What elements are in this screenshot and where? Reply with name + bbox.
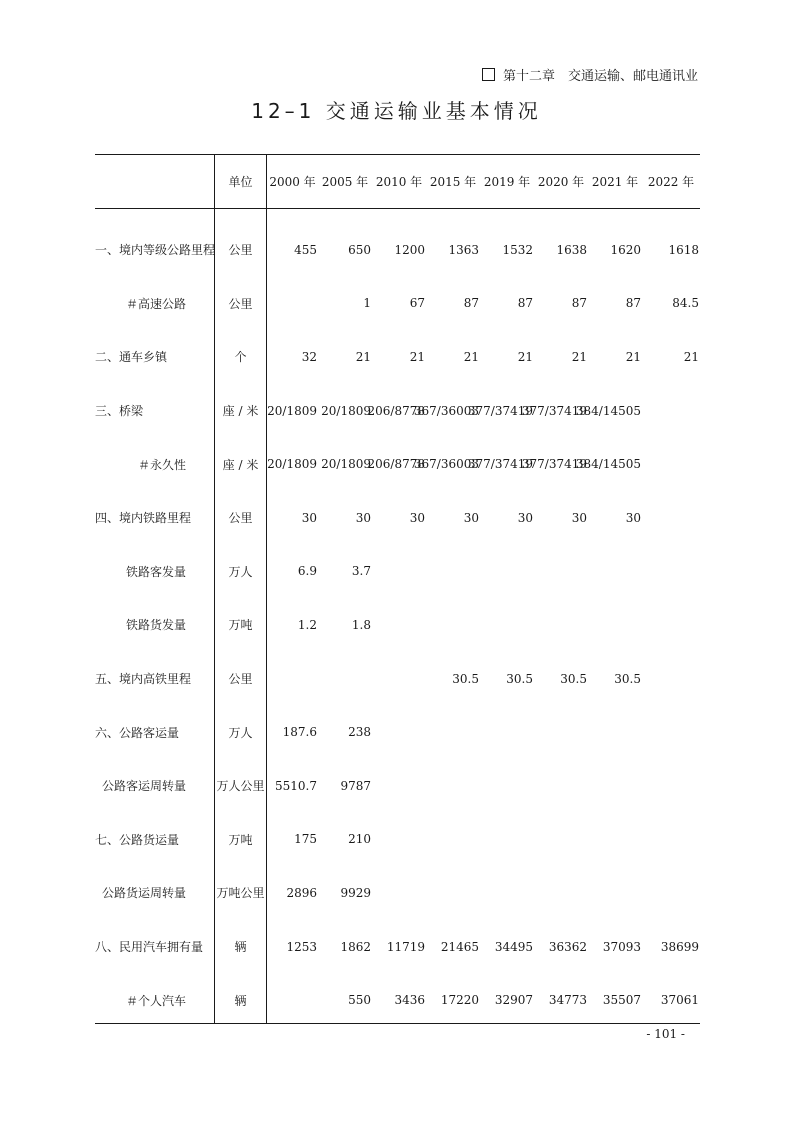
header-unit: 单位 [228, 174, 253, 189]
table-cell: 30 [301, 510, 317, 525]
table-cell: 455 [294, 242, 317, 257]
table-cell: 30.5 [506, 671, 533, 686]
row-label: 铁路货发量 [125, 618, 186, 633]
row-unit: 公里 [228, 672, 253, 687]
table-cell: 650 [348, 242, 371, 257]
table-cell: 30.5 [560, 671, 587, 686]
header-year: 2015 年 [429, 174, 477, 189]
header-year: 2020 年 [537, 174, 585, 189]
table-cell [642, 705, 700, 759]
table-cell: 367/36003 [413, 457, 479, 472]
table-cell [534, 813, 588, 867]
row-label: 铁路客发量 [125, 564, 186, 579]
row-unit: 万吨公里 [216, 886, 265, 901]
table-cell: 37061 [660, 993, 699, 1008]
table-cell: 3.7 [351, 564, 371, 579]
table-cell: 206/8778 [367, 457, 425, 472]
table-cell: 30 [571, 510, 587, 525]
table-cell: 30 [409, 510, 425, 525]
header-year: 2000 年 [269, 174, 316, 189]
table-cell [480, 813, 534, 867]
table-cell [267, 652, 318, 706]
row-unit: 万人 [228, 725, 253, 740]
row-unit: 公里 [228, 511, 253, 526]
table-cell: 30 [463, 510, 479, 525]
table-cell [534, 705, 588, 759]
table-cell: 377/37419 [521, 457, 587, 472]
table-cell: 37093 [602, 939, 641, 954]
row-unit: 公里 [228, 296, 253, 311]
table-cell: 9787 [340, 778, 371, 793]
table-cell: 1862 [340, 939, 371, 954]
row-unit: 辆 [234, 940, 247, 955]
row-unit: 座 / 米 [222, 457, 259, 472]
table-cell [372, 866, 426, 920]
table-cell [534, 866, 588, 920]
table-cell: 238 [348, 725, 371, 740]
table-cell: 21 [463, 349, 479, 364]
table-cell: 20/1809 [267, 403, 317, 418]
table-cell: 384/14505 [575, 403, 641, 418]
table-cell: 1620 [610, 242, 641, 257]
table-cell [588, 813, 642, 867]
table-cell: 1532 [502, 242, 533, 257]
table-cell: 377/37419 [521, 403, 587, 418]
table-cell: 3436 [394, 993, 425, 1008]
table-cell: 30 [625, 510, 641, 525]
data-table [95, 154, 700, 1027]
table-cell [318, 652, 372, 706]
table-cell [372, 813, 426, 867]
table-cell [642, 545, 700, 599]
table-cell [588, 759, 642, 813]
table-cell: 38699 [660, 939, 699, 954]
row-label: 五、境内高铁里程 [95, 672, 192, 687]
table-cell [534, 759, 588, 813]
row-unit: 个 [234, 350, 247, 365]
row-unit: 万人公里 [216, 779, 265, 794]
table-cell [642, 866, 700, 920]
table-cell [480, 598, 534, 652]
table-cell [588, 545, 642, 599]
header-year: 2010 年 [375, 174, 423, 189]
table-cell [480, 866, 534, 920]
table-cell [426, 866, 480, 920]
table-spacer [318, 208, 372, 223]
row-label: 公路货运周转量 [101, 886, 186, 901]
page-number: - 101 - [646, 1027, 685, 1041]
table-cell: 21 [625, 349, 641, 364]
header-year: 2019 年 [483, 174, 531, 189]
row-label: 三、桥梁 [95, 404, 144, 419]
table-cell [642, 813, 700, 867]
table-cell: 87 [463, 296, 479, 311]
square-icon [482, 68, 495, 81]
table-cell: 21 [355, 349, 371, 364]
table-cell: 1.2 [297, 617, 317, 632]
row-unit: 万吨 [228, 618, 253, 633]
table-spacer [588, 208, 642, 223]
table-cell [267, 277, 318, 331]
row-unit: 座 / 米 [222, 404, 259, 419]
table-cell: 20/1809 [321, 457, 371, 472]
table-cell [372, 598, 426, 652]
table-cell: 206/8778 [367, 403, 425, 418]
table-cell: 17220 [440, 993, 479, 1008]
table-cell [642, 759, 700, 813]
table-cell [372, 705, 426, 759]
table-cell [642, 384, 700, 438]
row-label: 六、公路客运量 [95, 725, 180, 740]
table-cell [480, 759, 534, 813]
table-cell: 30 [517, 510, 533, 525]
table-cell: 87 [625, 296, 641, 311]
table-cell: 21465 [440, 939, 479, 954]
table-cell: 21 [517, 349, 533, 364]
table-cell: 11719 [386, 939, 425, 954]
table-spacer [372, 208, 426, 223]
table-cell: 32907 [494, 993, 533, 1008]
table-cell: 210 [348, 832, 371, 847]
table-cell [426, 813, 480, 867]
table-cell [372, 652, 426, 706]
row-unit: 辆 [234, 993, 247, 1008]
chapter-label: 第十二章 交通运输、邮电通讯业 [502, 69, 698, 84]
table-cell [480, 545, 534, 599]
table-cell: 384/14505 [575, 457, 641, 472]
table-cell [642, 598, 700, 652]
table-cell: 175 [294, 832, 317, 847]
table-cell: 187.6 [282, 725, 317, 740]
table-cell: 1253 [286, 939, 317, 954]
table-cell: 9929 [340, 885, 371, 900]
table-cell [426, 598, 480, 652]
table-cell: 1363 [448, 242, 479, 257]
table-cell [372, 545, 426, 599]
table-cell [534, 598, 588, 652]
table-cell: 1638 [556, 242, 587, 257]
table-cell: 367/36003 [413, 403, 479, 418]
table-cell [588, 598, 642, 652]
table-cell: 32 [301, 349, 317, 364]
table-spacer [642, 208, 700, 223]
table-cell: 87 [571, 296, 587, 311]
table-cell: 21 [571, 349, 587, 364]
table-cell [372, 759, 426, 813]
table-cell: 87 [517, 296, 533, 311]
table-cell: 377/37419 [467, 457, 533, 472]
table-cell [588, 705, 642, 759]
table-cell [642, 491, 700, 545]
table-cell [588, 866, 642, 920]
page-title: 12–1 交通运输业基本情况 [251, 99, 542, 123]
table-cell [426, 545, 480, 599]
table-cell: 34495 [494, 939, 533, 954]
table-cell: 6.9 [297, 564, 317, 579]
row-label: ＃高速公路 [125, 296, 186, 311]
table-cell: 30 [355, 510, 371, 525]
table-cell: 67 [409, 296, 425, 311]
table-cell: 5510.7 [275, 778, 317, 793]
table-cell: 36362 [548, 939, 587, 954]
table-spacer [95, 208, 214, 223]
row-label: 二、通车乡镇 [95, 350, 168, 365]
table-cell: 1618 [668, 242, 699, 257]
row-label: 八、民用汽车拥有量 [95, 940, 204, 955]
row-label: ＃个人汽车 [125, 993, 186, 1008]
table-cell [642, 437, 700, 491]
table-cell [426, 705, 480, 759]
header-cell-blank [95, 154, 214, 208]
row-label: 七、公路货运量 [95, 832, 180, 847]
table-spacer [426, 208, 480, 223]
table-cell: 1200 [394, 242, 425, 257]
table-cell [426, 759, 480, 813]
table-cell: 21 [683, 349, 699, 364]
table-cell: 35507 [602, 993, 641, 1008]
table-cell: 30.5 [452, 671, 479, 686]
table-spacer [267, 208, 318, 223]
row-label: ＃永久性 [137, 457, 186, 472]
table-cell: 550 [348, 993, 371, 1008]
table-cell: 20/1809 [267, 457, 317, 472]
table-cell: 30.5 [614, 671, 641, 686]
table-cell: 21 [409, 349, 425, 364]
table-cell [267, 973, 318, 1027]
table-cell [534, 545, 588, 599]
chapter-header [482, 65, 698, 84]
table-spacer [534, 208, 588, 223]
table-spacer [214, 208, 267, 223]
row-label: 一、境内等级公路里程 [95, 243, 216, 258]
table-cell: 2896 [286, 885, 317, 900]
row-unit: 万吨 [228, 832, 253, 847]
table-cell [480, 705, 534, 759]
row-label: 四、境内铁路里程 [95, 511, 192, 526]
header-year: 2022 年 [647, 174, 695, 189]
table-cell: 84.5 [672, 296, 699, 311]
table-cell: 1.8 [351, 617, 371, 632]
header-year: 2021 年 [591, 174, 639, 189]
table-cell: 20/1809 [321, 403, 371, 418]
row-unit: 万人 [228, 564, 253, 579]
table-cell [642, 652, 700, 706]
table-cell: 377/37419 [467, 403, 533, 418]
table-cell: 34773 [548, 993, 587, 1008]
row-unit: 公里 [228, 243, 253, 258]
table-spacer [480, 208, 534, 223]
header-year: 2005 年 [321, 174, 369, 189]
table-cell: 1 [363, 296, 371, 311]
row-label: 公路客运周转量 [101, 779, 186, 794]
